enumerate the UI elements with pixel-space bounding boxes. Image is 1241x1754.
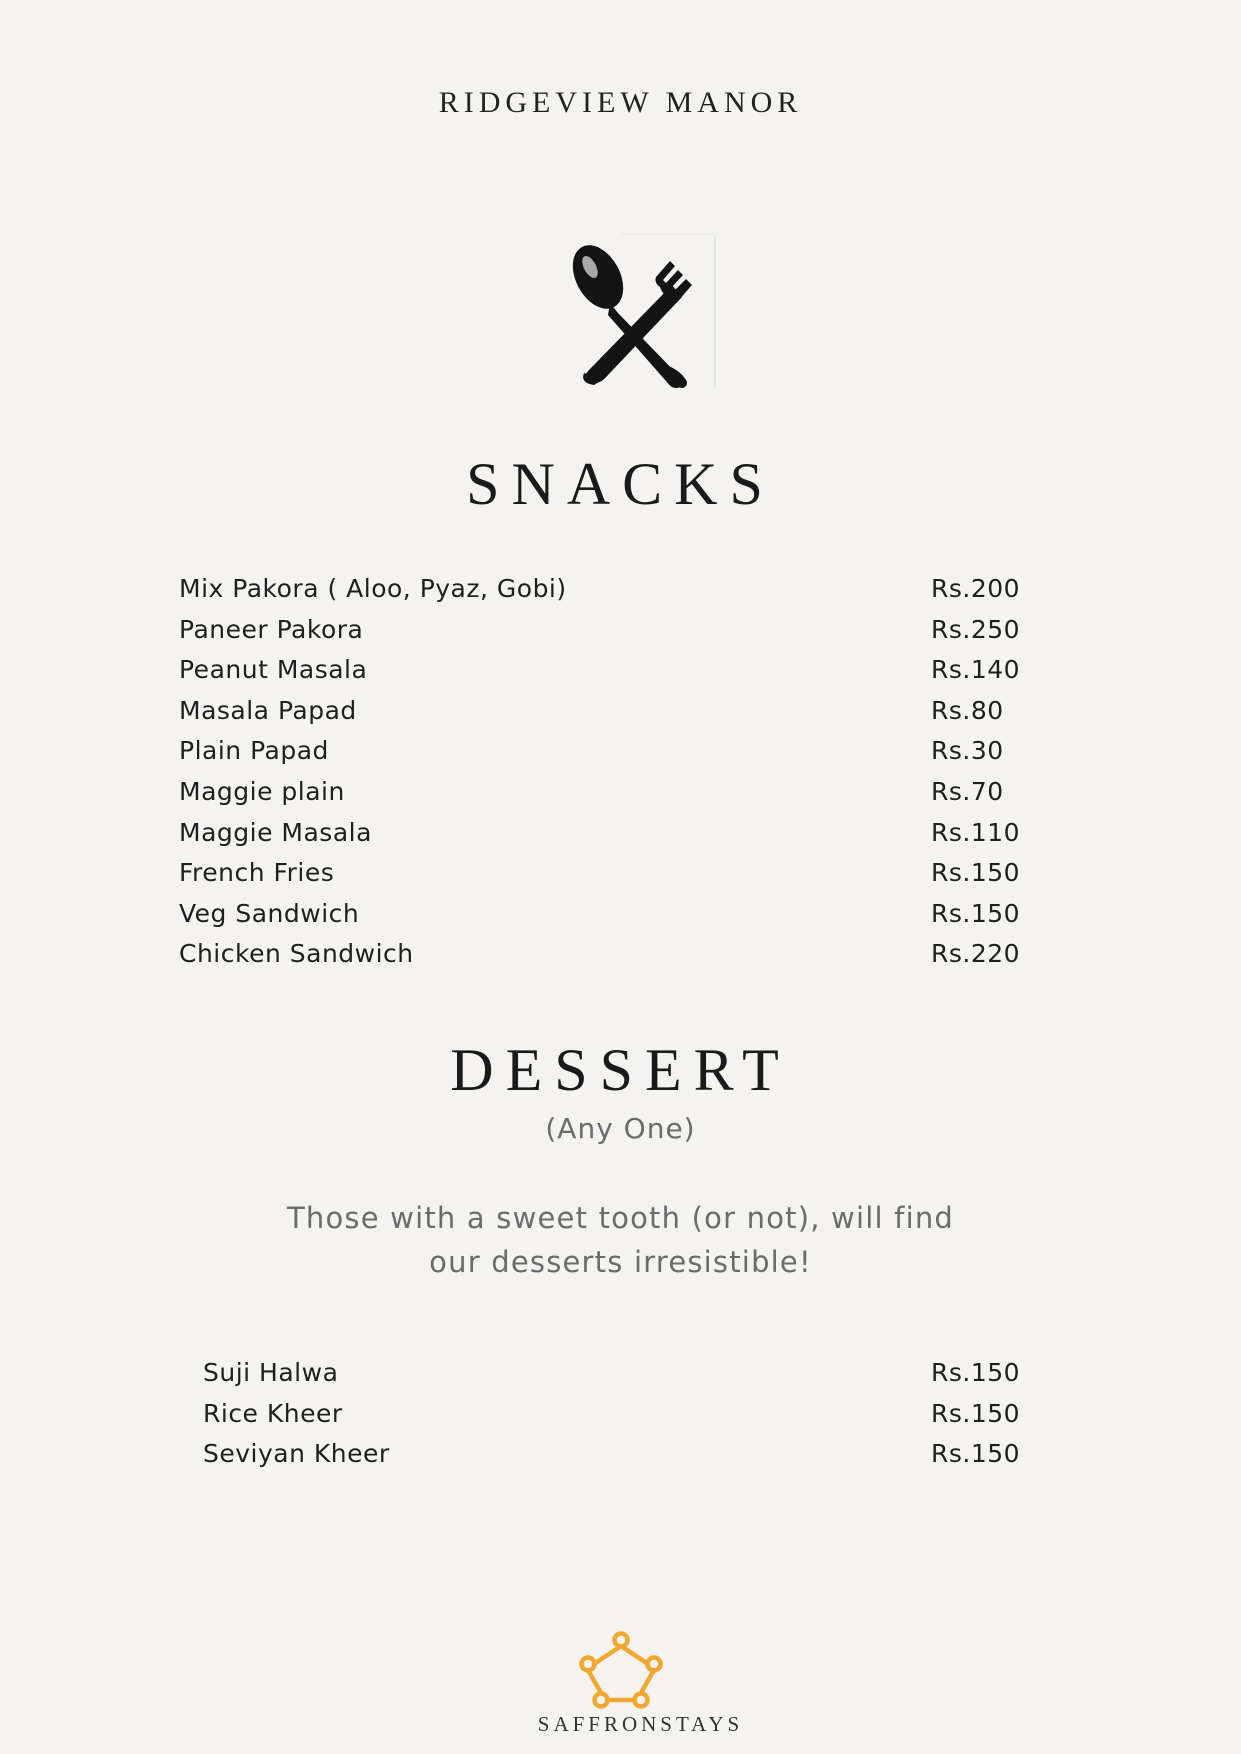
dessert-tagline [250, 1196, 991, 1284]
item-price: Rs.70 [931, 776, 1004, 806]
item-name: Chicken Sandwich [179, 939, 414, 969]
menu-item [0, 574, 1241, 615]
tagline-line-1: Those with a sweet tooth (or not), will find [286, 1201, 955, 1235]
dessert-list [0, 1358, 1241, 1480]
item-price: Rs.150 [931, 1358, 1021, 1387]
menu-item [0, 736, 1241, 777]
dessert-title: DESSERT [450, 1037, 791, 1103]
item-price: Rs.140 [931, 655, 1021, 685]
item-name: Mix Pakora ( Aloo, Pyaz, Gobi) [179, 574, 567, 603]
item-price: Rs.150 [931, 1439, 1021, 1469]
item-price: Rs.110 [931, 817, 1021, 847]
saffronstays-logo-icon [578, 1630, 664, 1710]
item-name: Suji Halwa [203, 1358, 339, 1387]
item-name: French Fries [179, 858, 335, 888]
menu-item [0, 1439, 1241, 1480]
menu-item [0, 1358, 1241, 1399]
item-price: Rs.80 [931, 695, 1004, 725]
item-name: Peanut Masala [179, 655, 368, 685]
hotel-name: RIDGEVIEW MANOR [438, 86, 803, 119]
dessert-subtitle: (Any One) [545, 1112, 696, 1145]
item-price: Rs.250 [931, 614, 1021, 644]
item-price: Rs.150 [931, 898, 1021, 928]
item-price: Rs.200 [931, 574, 1021, 603]
menu-item [0, 858, 1241, 899]
item-price: Rs.220 [931, 939, 1021, 969]
item-price: Rs.150 [931, 1398, 1021, 1428]
item-name: Rice Kheer [203, 1398, 343, 1428]
brand-footer [0, 1630, 1241, 1737]
menu-item [0, 939, 1241, 980]
item-name: Veg Sandwich [179, 898, 360, 928]
menu-item [0, 655, 1241, 696]
item-name: Seviyan Kheer [203, 1439, 390, 1469]
snacks-title: SNACKS [466, 451, 775, 517]
item-price: Rs.150 [931, 858, 1021, 888]
item-name: Maggie Masala [179, 817, 372, 847]
tagline-line-2: our desserts irresistible! [429, 1245, 812, 1279]
item-name: Masala Papad [179, 695, 357, 725]
item-name: Plain Papad [179, 736, 329, 766]
brand-name: SAFFRONSTAYS [537, 1712, 744, 1736]
item-name: Maggie plain [179, 776, 345, 806]
snacks-list [0, 574, 1241, 980]
menu-item [0, 818, 1241, 859]
menu-item [0, 1399, 1241, 1440]
item-name: Paneer Pakora [179, 614, 364, 644]
cutlery-icon [560, 233, 716, 389]
menu-item [0, 615, 1241, 656]
menu-item [0, 899, 1241, 940]
menu-item [0, 696, 1241, 737]
item-price: Rs.30 [931, 736, 1004, 766]
menu-item [0, 777, 1241, 818]
